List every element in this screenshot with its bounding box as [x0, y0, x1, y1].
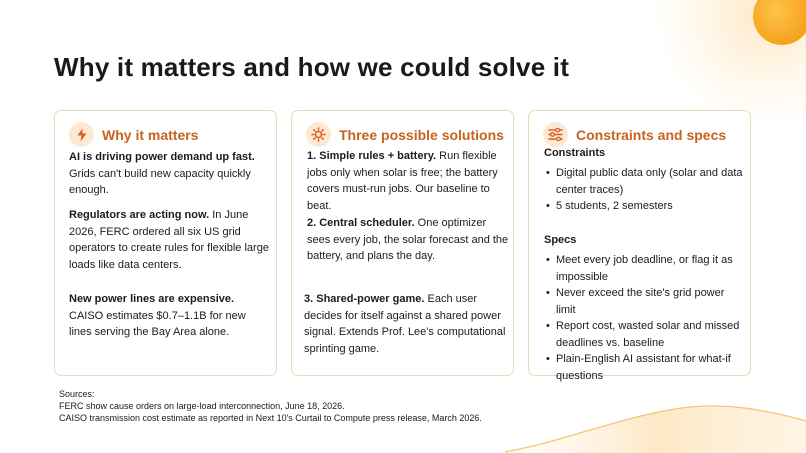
- constraints-card: [528, 110, 751, 382]
- card-title: Constraints and specs: [576, 126, 727, 143]
- power-lines-paragraph: [69, 291, 269, 341]
- card-header: [306, 122, 504, 147]
- list-item: • Plain-English AI assistant for what-if questions: [544, 351, 744, 384]
- demand-text: Grids can't build new capacity quickly enough.: [69, 167, 251, 196]
- list-item: • Digital public data only (solar and data center traces): [544, 165, 744, 198]
- list-item: • Meet every job deadline, or flag it as impossible: [544, 252, 744, 285]
- solution-1-text: Run flexible jobs only when solar is free; the battery covers must-run jobs. Our baseline to beat.: [307, 150, 498, 212]
- demand-paragraph: [69, 149, 269, 199]
- card-header: [69, 122, 198, 147]
- solution-3: [304, 291, 508, 357]
- source-line: FERC show cause orders on large-load interconnection, June 18, 2026.: [59, 401, 345, 411]
- regulators-bold: Regulators are acting now.: [69, 209, 210, 221]
- specs-list: [544, 252, 744, 384]
- sun-gear-icon: [306, 122, 331, 147]
- source-line: CAISO transmission cost estimate as reported in Next 10's Curtail to Compute press release, March 2026.: [59, 413, 482, 423]
- solutions-card: [291, 110, 514, 376]
- constraints-heading: Constraints: [544, 147, 606, 159]
- list-item: • 5 students, 2 semesters: [544, 198, 744, 215]
- specs-heading: Specs: [544, 234, 577, 246]
- regulators-paragraph: [69, 207, 269, 273]
- why-it-matters-card: [54, 110, 277, 376]
- solution-2: [307, 215, 511, 265]
- solution-3-bold: 3. Shared-power game.: [304, 293, 425, 305]
- constraints-list: [544, 165, 744, 215]
- solution-1-bold: 1. Simple rules + battery.: [307, 150, 437, 162]
- power-lines-text: CAISO estimates $0.7–1.1B for new lines serving the Bay Area alone.: [69, 309, 246, 338]
- card-header: [543, 122, 726, 147]
- wave-decoration: [505, 400, 806, 453]
- sources: [59, 388, 482, 424]
- list-item: • Report cost, wasted solar and missed deadlines vs. baseline: [544, 318, 744, 351]
- regulators-text: In June 2026, FERC ordered all six US grid operators to create rules for flexible large loads like data centers.: [69, 209, 269, 271]
- solution-1: [307, 148, 511, 214]
- power-lines-bold: New power lines are expensive.: [69, 293, 235, 305]
- sliders-icon: [543, 122, 568, 147]
- page-title: Why it matters and how we could solve it: [54, 52, 570, 82]
- card-title: Three possible solutions: [339, 126, 504, 143]
- sources-label: Sources:: [59, 389, 95, 399]
- lightning-bolt-icon: [69, 122, 94, 147]
- list-item: • Never exceed the site's grid power limit: [544, 285, 744, 318]
- solution-3-text: Each user decides for itself against a shared power signal. Extends Prof. Lee's computational sprinting game.: [304, 293, 506, 355]
- demand-bold: AI is driving power demand up fast.: [69, 151, 255, 163]
- solution-2-bold: 2. Central scheduler.: [307, 217, 415, 229]
- solution-2-text: One optimizer sees every job, the solar forecast and the battery, and plans the day.: [307, 217, 509, 262]
- card-title: Why it matters: [102, 126, 199, 143]
